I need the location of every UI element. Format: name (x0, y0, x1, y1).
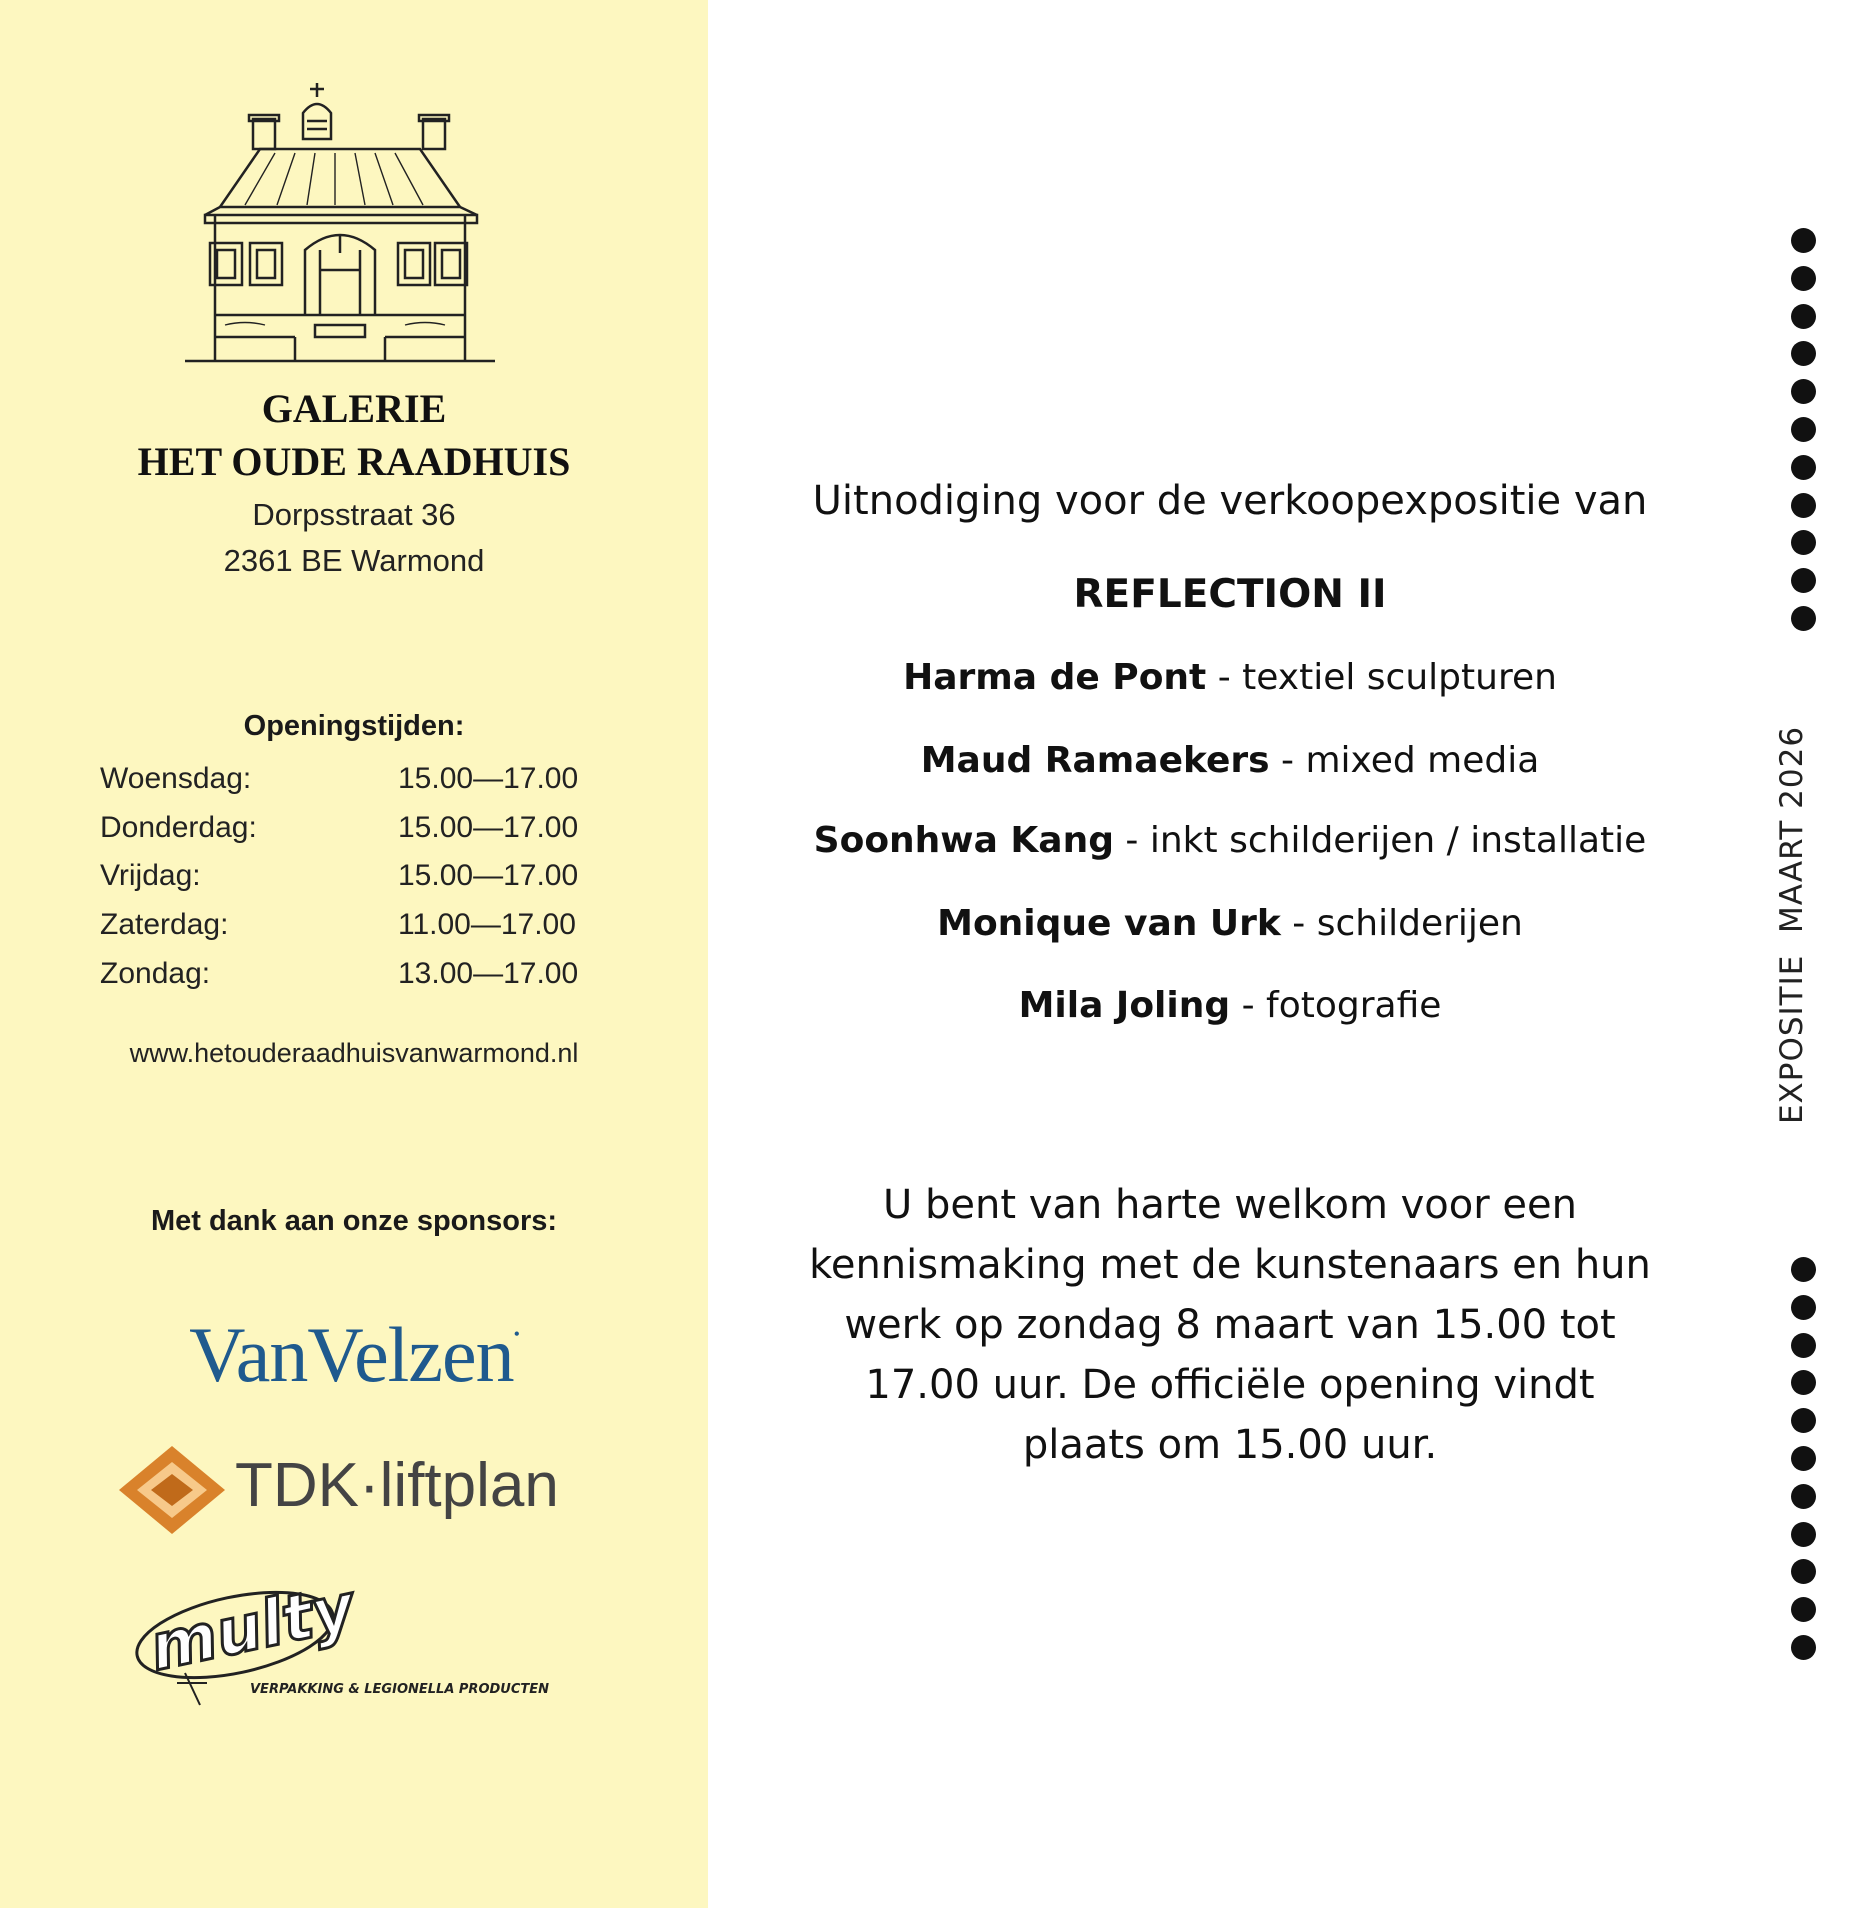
exhibition-title: REFLECTION II (1073, 572, 1387, 617)
artist-name: Monique van Urk (937, 903, 1281, 944)
exhibition-side-label (1774, 690, 1810, 1160)
welcome-line: 17.00 uur. De officiële opening vindt (865, 1362, 1595, 1408)
website-link[interactable]: www.hetouderaadhuisvanwarmond.nl (129, 1038, 579, 1068)
hours-time: 11.00—17.00 (398, 908, 576, 941)
artist-name: Mila Joling (1018, 985, 1231, 1026)
artist-discipline: - mixed media (1269, 740, 1540, 781)
vanvelzen-logo-text: VanVelzen (189, 1311, 514, 1398)
artist-line (760, 985, 1700, 1026)
artist-name: Harma de Pont (903, 657, 1207, 698)
vanvelzen-logo (0, 1310, 708, 1400)
perforation-dots-bottom (1791, 1257, 1817, 1673)
tdk-liftplan-logo (115, 1440, 595, 1540)
artist-line (760, 820, 1700, 861)
hours-day: Donderdag: (100, 811, 257, 844)
hours-row (100, 908, 620, 948)
gallery-street: Dorpsstraat 36 (252, 497, 456, 532)
hours-row (100, 811, 620, 851)
gallery-name-line2: HET OUDE RAADHUIS (137, 439, 571, 484)
artist-line (760, 740, 1700, 781)
multy-logo-text: multy (143, 1570, 361, 1686)
artist-name: Soonhwa Kang (813, 820, 1114, 861)
side-label-text: EXPOSITIE MAART 2026 (1774, 725, 1810, 1125)
invitation-intro: Uitnodiging voor de verkoopexpositie van (812, 478, 1648, 524)
hours-day: Zondag: (100, 957, 211, 990)
artist-discipline: - textiel sculpturen (1206, 657, 1557, 698)
artist-line (760, 657, 1700, 698)
gallery-info-panel (0, 0, 708, 1908)
tdk-logo-text: TDK·liftplan (235, 1451, 559, 1520)
artist-discipline: - inkt schilderijen / installatie (1113, 820, 1647, 861)
multy-tagline: VERPAKKING & LEGIONELLA PRODUCTEN (250, 1682, 550, 1697)
hours-time: 15.00—17.00 (398, 811, 579, 844)
town-hall-drawing (165, 75, 515, 365)
gallery-city: 2361 BE Warmond (223, 543, 485, 578)
artist-discipline: - fotografie (1230, 985, 1442, 1026)
welcome-line: plaats om 15.00 uur. (1022, 1422, 1438, 1468)
invitation-panel (760, 0, 1700, 1908)
vanvelzen-logo-mark: • (513, 1324, 519, 1344)
sponsors-title: Met dank aan onze sponsors: (150, 1205, 558, 1237)
multy-logo (115, 1565, 575, 1715)
hours-time: 13.00—17.00 (398, 957, 579, 990)
tdk-diamond-icon (115, 1440, 230, 1540)
hours-day: Vrijdag: (100, 859, 201, 892)
opening-hours-title: Openingstijden: (243, 710, 465, 742)
hours-row (100, 762, 620, 802)
artist-discipline: - schilderijen (1280, 903, 1523, 944)
gallery-name-line1: GALERIE (261, 386, 447, 431)
welcome-line: U bent van harte welkom voor een (883, 1182, 1577, 1228)
artist-name: Maud Ramaekers (920, 740, 1270, 781)
hours-day: Woensdag: (100, 762, 252, 795)
hours-row (100, 957, 620, 997)
artist-line (760, 903, 1700, 944)
hours-day: Zaterdag: (100, 908, 229, 941)
welcome-line: werk op zondag 8 maart van 15.00 tot (844, 1302, 1616, 1348)
hours-time: 15.00—17.00 (398, 762, 579, 795)
perforation-dots-top (1791, 228, 1817, 644)
hours-time: 15.00—17.00 (398, 859, 579, 892)
welcome-line: kennismaking met de kunstenaars en hun (809, 1242, 1651, 1288)
hours-row (100, 859, 620, 899)
